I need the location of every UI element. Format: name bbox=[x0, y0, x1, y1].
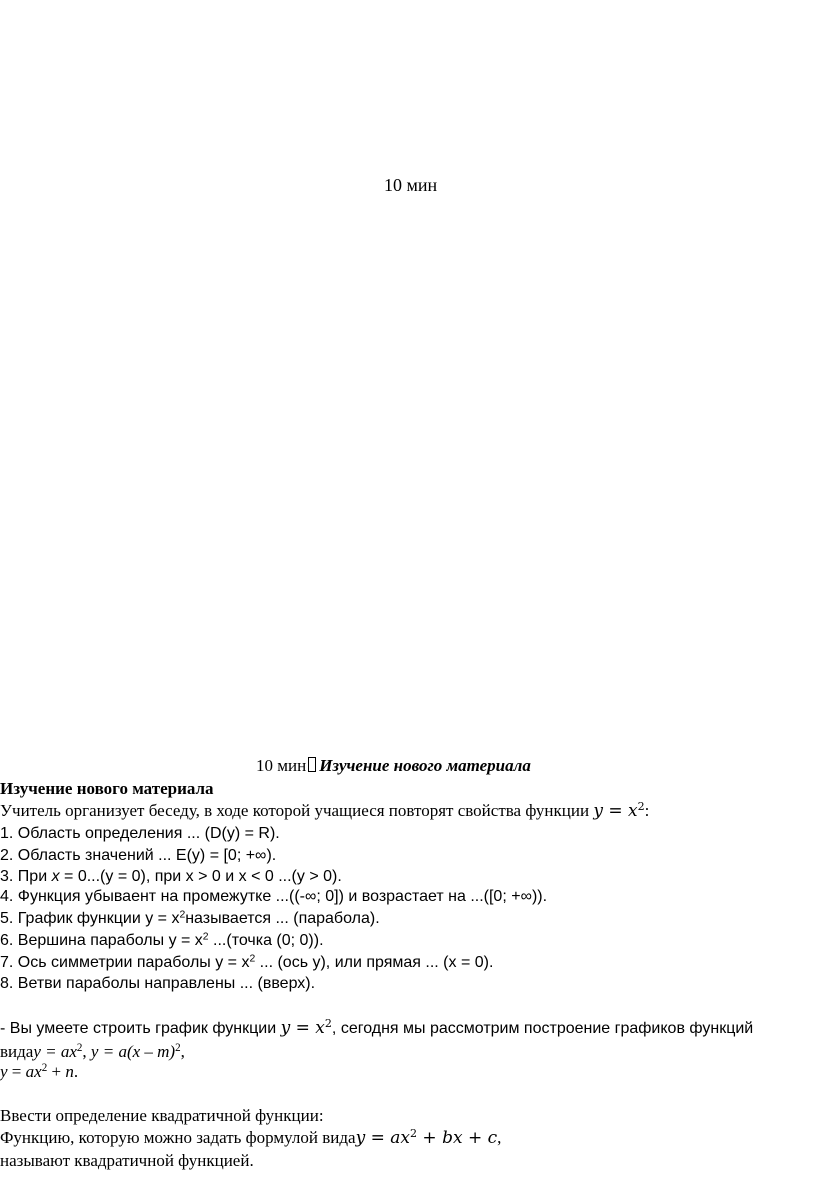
paragraph-line-3: $y = ax^2 + n$. bbox=[0, 1061, 79, 1081]
property-6: 6. Вершина параболы $y = x^2$ ...(точка (0; 0)). bbox=[0, 931, 324, 949]
subheading: Изучение нового материала bbox=[0, 779, 214, 798]
property-3: 3. При x = 0...(y = 0), при x > 0 и x < 0 ...(y > 0). bbox=[0, 868, 342, 885]
section-heading bbox=[256, 756, 531, 776]
property-4: 4. Функция убываент на промежутке ...((-∞; 0]) и возрастает на ...([0; +∞)). bbox=[0, 888, 548, 905]
section-title: Изучение нового материала bbox=[319, 756, 531, 775]
property-7: 7. Ось симметрии параболы $y = x^2$ ... (ось y), или прямая ... (x = 0). bbox=[0, 953, 494, 971]
definition-conclusion: называют квадратичной функцией. bbox=[0, 1151, 254, 1170]
top-time-label: 10 мин bbox=[384, 175, 438, 195]
para-formula: $y = x^2$ bbox=[280, 1016, 332, 1038]
missing-glyph-icon bbox=[308, 757, 316, 772]
intro-line: Учитель организует беседу, в ходе которой учащиеся повторят свойства функции $y = x^2$: bbox=[0, 799, 650, 821]
paragraph-line-1: - Вы умеете строить график функции $y = x^2$, сегодня мы рассмотрим построение графиков функций bbox=[0, 1016, 754, 1038]
property-1: 1. Область определения ... (D(y) = R). bbox=[0, 825, 280, 842]
intro-formula: $y = x^2$ bbox=[593, 799, 645, 821]
section-time: 10 мин bbox=[256, 756, 307, 775]
property-2: 2. Область значений ... E(y) = [0; +∞). bbox=[0, 847, 277, 864]
definition-line: Функцию, которую можно задать формулой видаy = $ax^2$ + bx + c, bbox=[0, 1126, 502, 1148]
property-5: 5. График функции $y = x^2называется$ ... (парабола). bbox=[0, 909, 380, 927]
definition-intro: Ввести определение квадратичной функции: bbox=[0, 1106, 324, 1125]
paragraph-line-2: видаy = $ax^2$, y = a(x – m)$^2$, bbox=[0, 1041, 185, 1061]
property-8: 8. Ветви параболы направлены ... (вверх). bbox=[0, 975, 316, 992]
definition-formula: $y = ax^2$ + bx + c bbox=[355, 1126, 498, 1148]
